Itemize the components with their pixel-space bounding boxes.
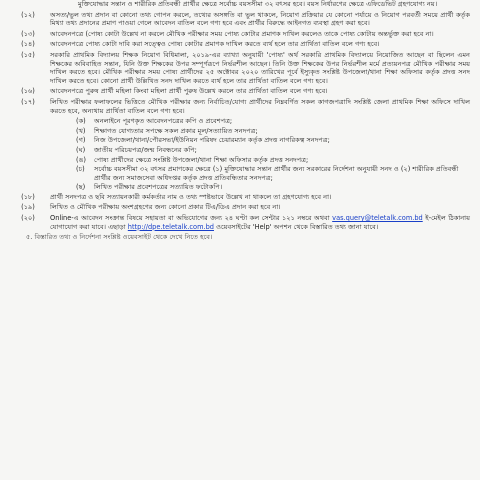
numbered-item: [6, 98, 470, 115]
online-text-2: ই-মেইল ঠিকানায় যোগাযোগ করা যাবে। এছাড়া: [50, 214, 470, 231]
item-text: আবেদনপত্রে পোষ্য কোটা দাবি করা সত্ত্বেও পোষ্য কোটার প্রমাণক দাখিল করতে ব্যর্থ হলে তার প্রার্থিতা বাতিল বলে গণ্য হবে।: [50, 40, 380, 49]
subitem-text: জাতীয় পরিচয়পত্র/জন্ম নিবন্ধনের কপি;: [94, 145, 197, 154]
item-number: (১৬): [21, 87, 35, 96]
subitem-text: লিখিত পরীক্ষার প্রবেশপত্রের সত্যায়িত ফটোকপি।: [94, 183, 223, 192]
bottom-line: ৫. বিস্তারিত তথ্য ও নির্দেশনা সংশ্লিষ্ট ওয়েবসাইট থেকে দেখে নিতে হবে।: [26, 233, 213, 242]
item-number: (২০): [21, 214, 35, 223]
document-list: [6, 117, 470, 192]
numbered-item: [6, 40, 470, 49]
document-list-item: [76, 165, 470, 182]
tail-list: [6, 193, 470, 212]
tail-item: [6, 193, 470, 202]
numbered-item: [6, 30, 470, 39]
numbered-list: [6, 11, 470, 116]
website-link[interactable]: http://dpe.teletalk.com.bd: [127, 222, 214, 231]
subitem-number: (ক): [76, 117, 86, 126]
document-list-item: [76, 136, 470, 145]
document-list-item: [76, 146, 470, 155]
subitem-number: (ছ): [76, 183, 86, 192]
item-text: লিখিত পরীক্ষার ফলাফলের ভিত্তিতে মৌখিক পরীক্ষার জন্য নির্বাচিত/যোগ্য প্রার্থীদের নিম্নবর্ণিত সকল কাগজপত্রাদি সংশ্লিষ্ট জেলা প্রাথমিক শিক্ষা অফিসে দাখিল করতে হবে, অন্যথায় প্রার্থিতা বাতিল বলে গণ্য হবে।: [50, 97, 470, 115]
item-text: লিখিত ও মৌখিক পরীক্ষায় অংশগ্রহণের জন্য কোনো প্রকার টিএ/ডিএ প্রদান করা হবে না।: [50, 203, 281, 212]
item-text: অসত্য/ভুল তথ্য প্রদান বা কোনো তথ্য গোপন করলে, তথ্যের অসঙ্গতি বা ভুল থাকলে, নিয়োগ প্রক্রিয়ার যে কোনো পর্যায়ে ও নিয়োগ পরবর্তী সময়ে প্রার্থী কর্তৃক মিথ্যা তথ্য প্রদানের প্রমাণ পাওয়া গেলে আবেদন বাতিল বলে গণ্য হবে এবং প্রার্থীর বিরুদ্ধে আইনগত ব্যবস্থা গ্রহণ করা হবে।: [50, 10, 470, 28]
continued-text: মুক্তিযোদ্ধার সন্তান ও শারীরিক প্রতিবন্ধী প্রার্থীর ক্ষেত্রে সর্বোচ্চ বয়সসীমা ৩২ বৎসর হবে। বয়স নির্ধারণের ক্ষেত্রে এফিডেভিট গ্রহণযোগ্য নয়।: [78, 0, 438, 8]
subitem-text: সর্বোচ্চ বয়সসীমা ৩২ বৎসর প্রমাণকের ক্ষেত্রে (১) মুক্তিযোদ্ধার সন্তান প্রার্থীর জন্য সরকারের নির্দেশনা অনুযায়ী সনদ ও (২) শারীরিক প্রতিবন্ধী প্রার্থীর জন্য সমাজসেবা অধিদপ্তর কর্তৃক প্রদত্ত প্রতিবন্ধিতার সনদপত্র;: [94, 165, 459, 182]
tail-item: [6, 203, 470, 212]
item-text: সরকারি প্রাথমিক বিদ্যালয় শিক্ষক নিয়োগ বিধিমালা, ২০১৯-এর ব্যাখ্যা অনুযায়ী 'পোষ্য' অর্থ সরকারি প্রাথমিক বিদ্যালয়ে নিয়োজিত আছেন বা ছিলেন এমন শিক্ষকের অবিবাহিত সন্তান, যিনি উক্ত শিক্ষকের উপর সম্পূর্ণরূপে নির্ভরশীল আছেন। তিনি উক্ত শিক্ষকের উপর নির্ভরশীল মর্মে প্রত্যয়নপত্র মৌখিক পরীক্ষার সময় দাখিল করতে হবে। মৌখিক পরীক্ষার সময় পোষ্য প্রার্থীদের ২৫ অক্টোবর ২০২০ তারিখের পূর্বে ইস্যুকৃত সংশ্লিষ্ট উপজেলা/থানা শিক্ষা অফিসার কর্তৃক প্রদত্ত সনদ দাখিল করতে হবে। কোনো প্রার্থী উল্লিখিত সনদ দাখিল করতে ব্যর্থ হলে তার প্রার্থিতা বাতিল বলে গণ্য হবে।: [50, 50, 470, 85]
subitem-text: পোষ্য প্রার্থীদের ক্ষেত্রে সংশ্লিষ্ট উপজেলা/থানা শিক্ষা অফিসার কর্তৃক প্রদত্ত সনদপত্র;: [94, 155, 309, 164]
document-list-item: [76, 156, 470, 165]
subitem-text: নিজ উপজেলা/থানা/পৌরসভা/ইউনিয়ন পরিষদ চেয়ারম্যান কর্তৃক প্রদত্ত নাগরিকত্ব সনদপত্র;: [94, 136, 330, 145]
subitem-number: (গ): [76, 136, 86, 145]
document-list-item: [76, 127, 470, 136]
numbered-item: [6, 51, 470, 85]
item-number: (১৩): [21, 29, 35, 38]
subitem-number: (ঙ): [76, 155, 86, 164]
item-number: (১২): [21, 10, 35, 19]
subitem-text: অনলাইনে পূরণকৃত আবেদনপত্রের কপি ও প্রবেশপত্র;: [94, 117, 233, 126]
item-number: (১৫): [21, 50, 35, 59]
online-text-1: Online-এ আবেদন সংক্রান্ত বিষয়ে সহায়তা বা অভিযোগের জন্য ২৪ ঘণ্টা কল সেন্টার ১২১ নম্বরে অথবা: [50, 214, 330, 223]
document-list-item: [76, 183, 470, 192]
subitem-number: (ঘ): [76, 145, 86, 154]
item-text: আবেদনপত্রে পুরুষ প্রার্থী মহিলা কিংবা মহিলা প্রার্থী পুরুষ উল্লেখ করলে তার প্রার্থিতা বাতিল বলে গণ্য হবে।: [50, 87, 328, 96]
online-help-item: [6, 214, 470, 231]
item-number: (১৮): [21, 192, 35, 201]
item-number: (১৪): [21, 40, 35, 49]
item-text: প্রার্থী সনদপত্র ও ছবি সত্যায়নকারী কর্মকর্তার নাম ও তথ্য স্পষ্টভাবে উল্লেখ না থাকলে তা গ্রহণযোগ্য হবে না।: [50, 192, 332, 201]
numbered-item: [6, 11, 470, 28]
item-number: (১৭): [21, 97, 35, 106]
online-text-3: ওয়েবসাইটের 'Help' অপশন থেকে বিস্তারিত তথ্য জানা যাবে।: [216, 222, 379, 231]
numbered-item: [6, 87, 470, 96]
item-text: আবেদনপত্রে (পোষ্য কোটা উল্লেখ না করলে মৌখিক পরীক্ষার সময় পোষ্য কোটার প্রমাণক দাখিল করলেও তাকে পোষ্য কোটায় অন্তর্ভুক্ত করা হবে না।: [50, 29, 434, 38]
support-email-link[interactable]: vas.query@teletalk.com.bd: [332, 214, 423, 223]
document-list-item: [76, 117, 470, 126]
subitem-number: (খ): [76, 126, 86, 135]
item-number: (১৯): [21, 203, 35, 212]
subitem-number: (চ): [76, 165, 85, 174]
subitem-text: শিক্ষাগত যোগ্যতার সপক্ষে সকল প্রকার মূল/সত্যায়িত সনদপত্র;: [94, 126, 258, 135]
